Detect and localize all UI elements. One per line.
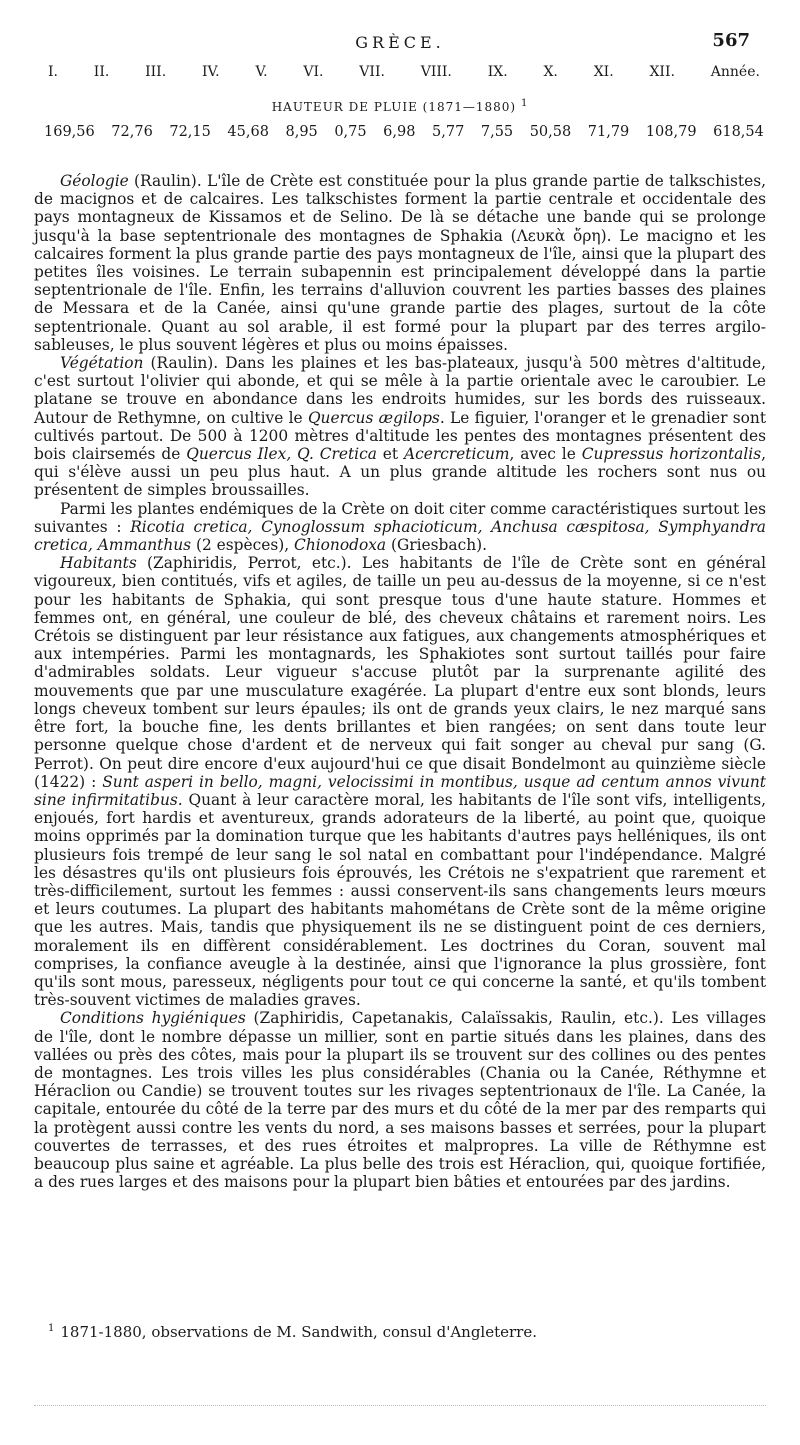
rain-value: 71,79 xyxy=(587,124,630,140)
bottom-divider xyxy=(34,1405,766,1406)
rain-value: 50,58 xyxy=(529,124,572,140)
paragraph-text: (Griesbach). xyxy=(386,536,488,555)
paragraph-text: Quant à leur caractère moral, les habitants de l'île sont vifs, intelligents, enjoués, fort hardis et aventureux, grands adorateurs de la liberté, au point que, quoique moins opprimés par la domination turque que les habitants d'autres pays helléniques, ils ont plusieurs fois trempé de leur sang le sol natal en combattant pour l'indépendance. Malgré les désastres qu'ils ont plusieurs fois éprouvés, les Crétois ne s'expatrient que rarement et très-difficilement, surtout les femmes : aussi conservent-ils sans changements leurs mœurs et leurs coutumes. La plupart des habitants mahométans de Crète sont de la même origine que les autres. Mais, tandis que physiquement ils ne se distinguent point de ces derniers, moralement ils en diffèrent considérablement. Les doctrines du Coran, souvent mal comprises, la confiance aveugle à la destinée, ainsi que l'ignorance la plus grossière, font qu'ils sont mous, paresseux, négligents pour tout ce qui concerne la santé, et qu'ils tombent très-souvent victimes de maladies graves. xyxy=(34,790,766,1010)
rain-value: 618,54 xyxy=(713,124,764,140)
rain-value: 6,98 xyxy=(383,124,416,140)
month-header: V. xyxy=(255,64,268,80)
species-name: Chionodoxa xyxy=(294,536,387,555)
month-header: Année. xyxy=(710,64,760,80)
month-header: X. xyxy=(543,64,558,80)
month-header: IV. xyxy=(201,64,220,80)
species-name: Cupressus horizontalis xyxy=(581,445,762,464)
month-header: VI. xyxy=(303,64,324,80)
section-label: Conditions hygiéniques xyxy=(60,1009,246,1028)
rain-value: 108,79 xyxy=(645,124,697,140)
rain-value: 5,77 xyxy=(432,124,465,140)
species-name: Acercreticum xyxy=(403,445,510,464)
rain-value: 169,56 xyxy=(44,124,95,140)
rain-table-title-text: HAUTEUR DE PLUIE (1871—1880) xyxy=(271,100,517,114)
rain-value: 45,68 xyxy=(227,124,269,140)
month-header: IX. xyxy=(487,64,508,80)
paragraph-vegetation xyxy=(34,354,766,500)
paragraph-plantes xyxy=(34,500,766,555)
month-header: III. xyxy=(145,64,167,80)
paragraph-habitants xyxy=(34,554,766,1009)
rain-value: 0,75 xyxy=(334,124,367,140)
month-header: VIII. xyxy=(420,64,452,80)
footnote xyxy=(48,1323,537,1341)
month-header: I. xyxy=(48,64,58,80)
rain-value: 72,76 xyxy=(111,124,153,140)
species-name: Quercus ægilops xyxy=(307,408,440,427)
paragraph-geologie xyxy=(34,172,766,354)
rain-table-title xyxy=(0,98,800,114)
rain-value: 72,15 xyxy=(169,124,211,140)
rain-table-values xyxy=(44,124,764,140)
footnote-text: 1871-1880, observations de M. Sandwith, consul d'Angleterre. xyxy=(60,1323,537,1341)
section-label: Végétation xyxy=(60,354,144,373)
species-name: Quercus Ilex, Q. Cretica xyxy=(186,445,377,464)
rain-value: 7,55 xyxy=(480,124,514,140)
latin-quote: Sunt asperi in bello, magni, velocissimi in montibus, usque ad centum annos vivunt sine infirmitatibus. xyxy=(34,772,766,809)
paragraph-text: (Zaphiridis, Perrot, etc.). Les habitants de l'île de Crète sont en général vigoureux, bien contitués, vifs et agiles, de taille un peu au-dessus de la moyenne, si ce n'est pour les habitants de Sphakia, qui sont presque tous d'une haute stature. Hommes et femmes ont, en général, une couleur de blé, des cheveux châtains et rarement noirs. Les Crétois se distinguent par leur résistance aux fatigues, aux changements atmosphériques et aux intempéries. Parmi les montagnards, les Sphakiotes sont surtout taillés pour faire d'admirables soldats. Leur vigueur s'accuse plutôt par la surprenante agilité des mouvements que par une musculature exagérée. La plupart d'entre eux sont blonds, leurs longs cheveux tombent sur leurs épaules; ils ont de grands yeux clairs, le nez marqué sans être fort, la bouche fine, les dents brillantes et bien rangées; on sent dans toute leur personne quelque chose d'ardent et de nerveux qui fait songer au cheval pur sang (G. Perrot). On peut dire encore d'eux aujourd'hui ce que disait Bondelmont au quinzième siècle (1422) : xyxy=(34,554,766,791)
paragraph-conditions xyxy=(34,1009,766,1191)
paragraph-text: (Raulin). Dans les plaines et les bas-plateaux, jusqu'à 500 mètres d'altitude, c'est surtout l'olivier qui abonde, et qui se mêle à la partie orientale avec le caroubier. Le platane se trouve en abondance dans les endroits humides, sur les bords des ruisseaux. Autour de Rethymne, on cultive le xyxy=(34,354,766,427)
paragraph-text: , qui s'élève aussi un peu plus haut. A un plus grande altitude les rochers sont nus ou présentent de simples broussailles. xyxy=(34,445,766,500)
paragraph-text: (2 espèces), xyxy=(191,536,295,555)
paragraph-text: et xyxy=(376,445,404,464)
section-label: Géologie xyxy=(60,172,129,190)
rain-table-months xyxy=(48,64,760,80)
body-text xyxy=(34,172,766,1191)
paragraph-text: (Raulin). L'île de Crète est constituée pour la plus grande partie de talkschistes, de macignos et de calcaires. Les talkschistes forment la partie centrale et occidentale des pays montagneux de Kissamos et de Selino. De là se détache une bande qui se prolonge jusqu'à la base septentrionale des montagnes de Sphakia (Λευκὰ ὄρη). Le macigno et les calcaires forment la plus grande partie des pays montagneux de l'île, ainsi que la plupart des petites îles voisines. Le terrain subapennin est principalement développé dans la partie septentrionale de l'île. Enfin, les terrains d'alluvion couvrent les parties basses des plaines de Messara et de la Canée, ainsi qu'une grande partie des plages, surtout de la côte septentrionale. Quant au sol arable, il est formé pour la plupart par des terres argilo-sableuses, le plus souvent légères et plus ou moins épaisses. xyxy=(34,172,766,354)
rain-value: 8,95 xyxy=(285,124,318,140)
month-header: XII. xyxy=(649,64,675,80)
section-label: Habitants xyxy=(60,554,137,573)
page-number: 567 xyxy=(712,30,750,51)
paragraph-text: . Le figuier, l'oranger et le grenadier sont cultivés partout. De 500 à 1200 mètres d'altitude les pentes des montagnes présentent des bois clairsemés de xyxy=(34,408,767,464)
month-header: XI. xyxy=(593,64,614,80)
footnote-mark: 1 xyxy=(48,1323,55,1334)
footnote-reference: 1 xyxy=(520,98,529,109)
paragraph-text: Parmi les plantes endémiques de la Crète on doit citer comme caractéristiques surtout les suivantes : xyxy=(34,499,766,536)
running-header-title: GRÈCE. xyxy=(355,33,445,52)
month-header: VII. xyxy=(359,64,385,80)
paragraph-text: , avec le xyxy=(509,445,582,464)
paragraph-text: (Zaphiridis, Capetanakis, Calaïssakis, Raulin, etc.). Les villages de l'île, dont le nombre dépasse un millier, sont en partie situés dans les plaines, dans des vallées ou près des côtes, mais pour la plupart ils se trouvent sur des collines ou des pentes de montagnes. Les trois villes les plus considérables (Chania ou la Canée, Réthymne et Héraclion ou Candie) se trouvent toutes sur les rivages septentrionaux de l'île. La Canée, la capitale, entourée du côté de la terre par des murs et du côté de la mer par des remparts qui la protègent aussi contre les vents du nord, a ses maisons basses et serrées, pour la plupart couvertes de terrasses, et des rues étroites et malpropres. La ville de Réthymne est beaucoup plus saine et agréable. La plus belle des trois est Héraclion, qui, quoique fortifiée, a des rues larges et des maisons pour la plupart bien bâties et entourées par des jardins. xyxy=(34,1009,767,1192)
month-header: II. xyxy=(93,64,110,80)
species-name: Ricotia cretica, Cynoglossum sphacioticum, Anchusa cæspitosa, Symphyandra cretica, Ammanthus xyxy=(34,517,766,555)
